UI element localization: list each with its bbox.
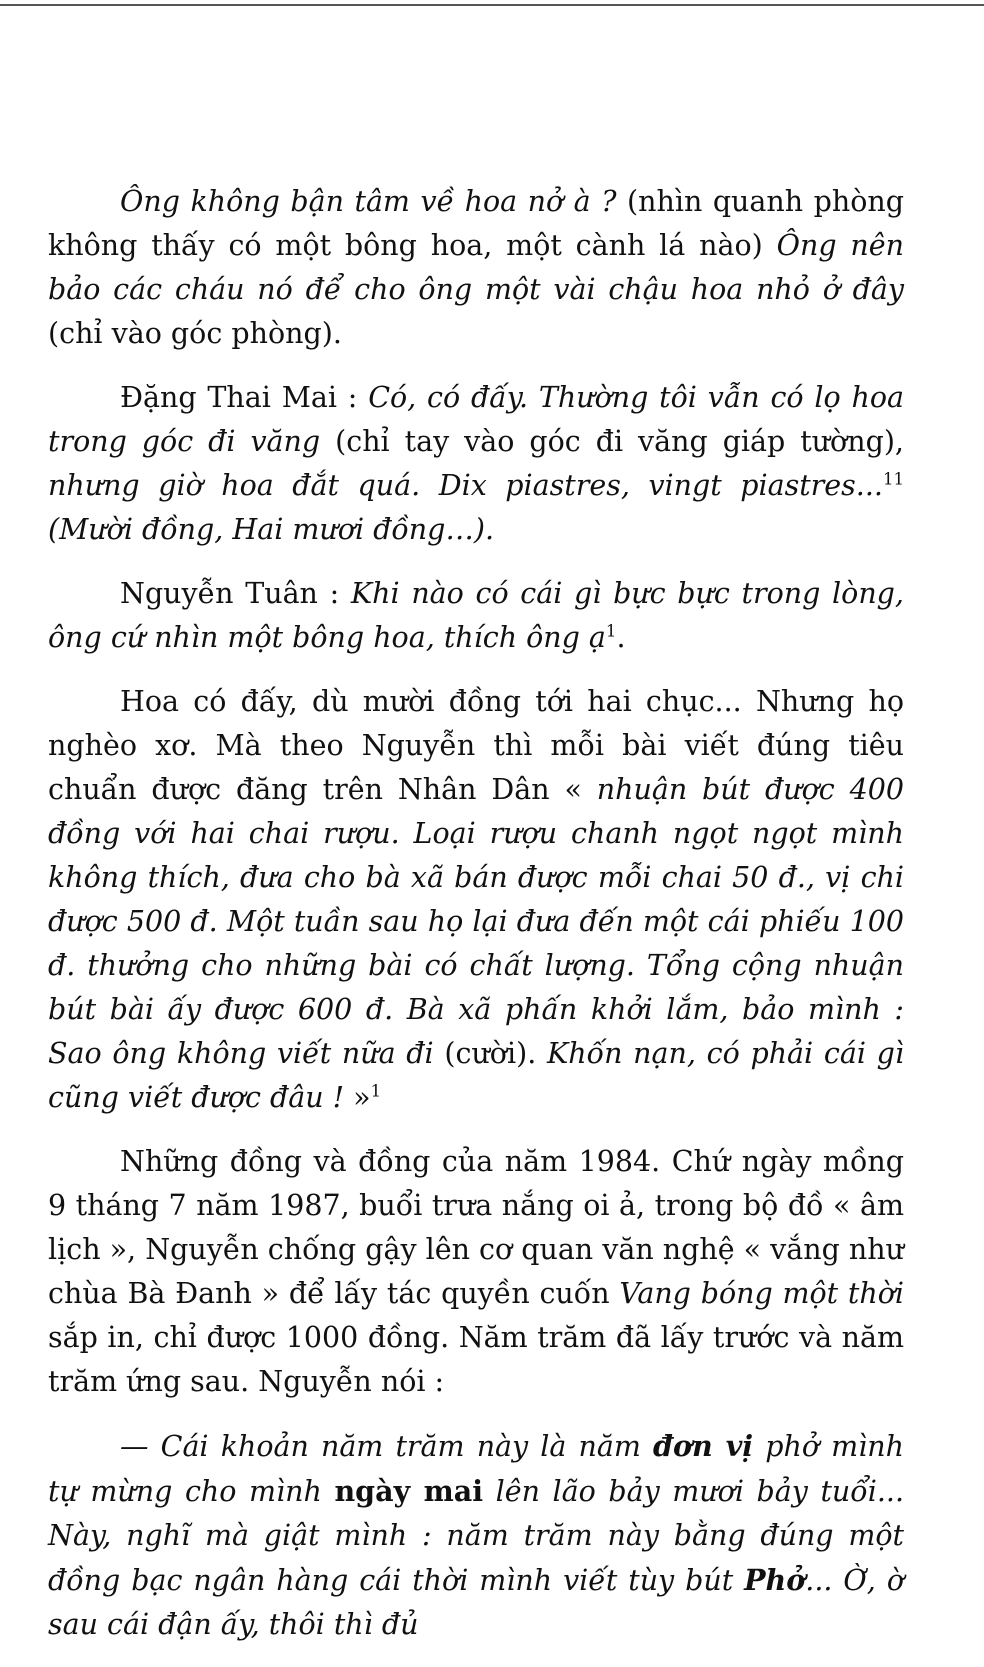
text-run: (Mười đồng, Hai mươi đồng…). bbox=[48, 513, 495, 546]
text-run: Những đồng và đồng của năm 1984. Chứ ngày mồng 9 tháng 7 năm 1987, buổi trưa nắng oi ả, trong bộ đồ « âm lịch », Nguyễn chống gậy lên cơ quan văn nghệ « vắng như chùa Bà Đanh » để lấy tác quyền cuốn bbox=[48, 1145, 904, 1310]
paragraph-5 bbox=[48, 1140, 904, 1404]
footnote-marker: 11 bbox=[882, 469, 904, 489]
text-run: — Cái khoản năm trăm này là năm bbox=[120, 1430, 654, 1463]
text-run: phở mình tự mừng cho mình bbox=[48, 1430, 904, 1508]
text-run: Khi nào có cái gì bực bực trong lòng, ông cứ nhìn một bông hoa, thích ông ạ bbox=[48, 577, 904, 654]
text-run: sắp in, chỉ được 1000 đồng. Năm trăm đã lấy trước và năm trăm ứng sau. Nguyễn nói : bbox=[48, 1321, 904, 1398]
emphasis-run: ngày mai bbox=[334, 1474, 484, 1508]
text-run: Khốn nạn, có phải cái gì cũng viết được đâu ! bbox=[48, 1037, 905, 1114]
footnote-marker: 1 bbox=[605, 621, 617, 641]
speaker-name: Đặng Thai Mai : bbox=[120, 381, 369, 414]
text-run: . bbox=[616, 621, 626, 654]
text-run: (nhìn quanh phòng không thấy có một bông hoa, một cành lá nào) bbox=[48, 185, 904, 262]
text-run: (cười). bbox=[444, 1037, 547, 1070]
top-rule bbox=[0, 4, 984, 6]
text-run: lên lão bảy mươi bảy tuổi... Này, nghĩ mà giật mình : năm trăm này bằng đúng một đồng bạc ngân hàng cái thời mình viết tùy bút bbox=[48, 1475, 904, 1597]
text-run: (chỉ vào góc phòng). bbox=[48, 317, 342, 350]
text-run: nhưng giờ hoa đắt quá. Dix piastres, vingt piastres... bbox=[48, 469, 883, 502]
paragraph-1 bbox=[48, 180, 904, 356]
emphasis-run: đơn vị bbox=[653, 1429, 754, 1463]
speaker-name: Nguyễn Tuân : bbox=[120, 577, 351, 610]
paragraph-6 bbox=[48, 1424, 904, 1647]
text-run: Ông nên bảo các cháu nó để cho ông một vài chậu hoa nhỏ ở đây bbox=[48, 229, 904, 306]
text-run: Có, có đấy. Thường tôi vẫn có lọ hoa trong góc đi văng bbox=[48, 381, 904, 458]
text-run: nhuận bút được 400 đồng với hai chai rượu. Loại rượu chanh ngọt ngọt mình không thích, đưa cho bà xã bán được mỗi chai 50 đ., vị chi được 500 đ. Một tuần sau họ lại đưa đến một cái phiếu 100 đ. thưởng cho những bài có chất lượng. Tổng cộng nhuận bút bài ấy được 600 đ. Bà xã phấn khởi lắm, bảo mình : Sao ông không viết nữa đi bbox=[48, 773, 904, 1070]
page-body bbox=[48, 180, 904, 1667]
paragraph-2 bbox=[48, 376, 904, 552]
footnote-marker: 1 bbox=[370, 1081, 382, 1101]
book-title: Vang bóng một thời bbox=[619, 1277, 904, 1310]
text-run: Ông không bận tâm về hoa nở à ? bbox=[120, 185, 627, 218]
text-run: » bbox=[344, 1081, 371, 1114]
text-run: ... Ờ, ờ sau cái đận ấy, thôi thì đủ bbox=[48, 1564, 904, 1641]
text-run: (chỉ tay vào góc đi văng giáp tường), bbox=[335, 425, 904, 458]
emphasis-run: Phở bbox=[744, 1563, 806, 1597]
text-run: Hoa có đấy, dù mười đồng tới hai chục... Nhưng họ nghèo xơ. Mà theo Nguyễn thì mỗi bài viết đúng tiêu chuẩn được đăng trên Nhân Dân « bbox=[48, 685, 904, 806]
paragraph-4 bbox=[48, 680, 904, 1120]
paragraph-3 bbox=[48, 572, 904, 660]
